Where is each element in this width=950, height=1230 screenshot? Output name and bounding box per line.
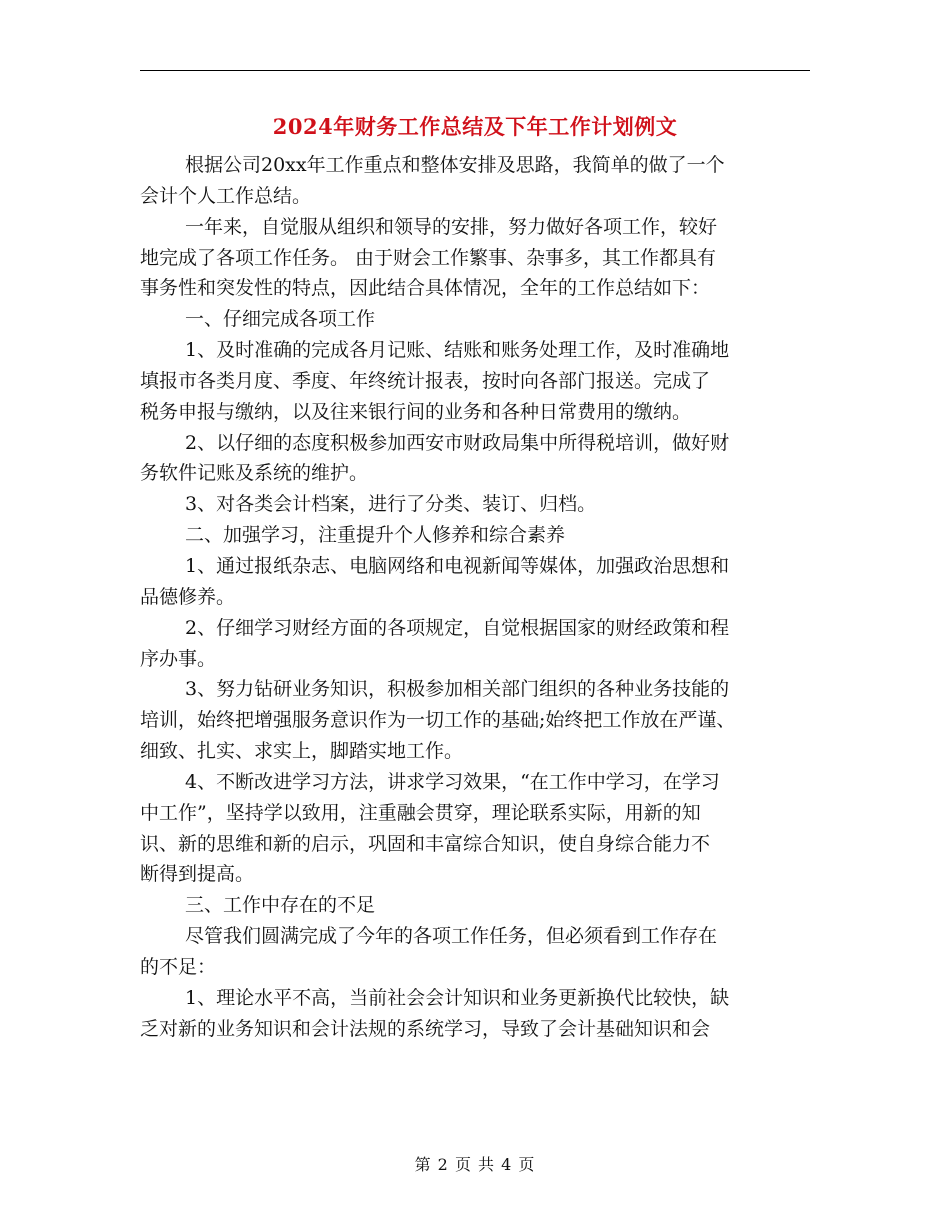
text-line: 根据公司20xx年工作重点和整体安排及思路，我简单的做了一个 <box>185 154 725 176</box>
text-line: 一年来，自觉服从组织和领导的安排，努力做好各项工作，较好 <box>185 215 718 238</box>
text-line: 税务申报与缴纳，以及往来银行间的业务和各种日常费用的缴纳。 <box>140 400 692 423</box>
text-line: 断得到提高。 <box>140 863 255 886</box>
text-line: 序办事。 <box>140 647 217 670</box>
text-line: 务软件记账及系统的维护。 <box>140 462 369 485</box>
text-line: 2、仔细学习财经方面的各项规定，自觉根据国家的财经政策和程 <box>185 616 730 639</box>
text-line: 三、工作中存在的不足 <box>185 894 376 917</box>
text-line: 1、及时准确的完成各月记账、结账和账务处理工作，及时准确地 <box>185 339 730 362</box>
text-line: 品德修养。 <box>140 585 236 608</box>
text-line: 地完成了各项工作任务。 由于财会工作繁事、杂事多，其工作都具有 <box>140 246 717 269</box>
text-line: 识、新的思维和新的启示，巩固和丰富综合知识，使自身综合能力不 <box>140 832 711 855</box>
document-title: 2024年财务工作总结及下年工作计划例文 <box>272 114 678 139</box>
text-line: 细致、扎实、求实上，脚踏实地工作。 <box>140 740 464 763</box>
text-line: 二、加强学习，注重提升个人修养和综合素养 <box>185 524 566 547</box>
header-rule <box>140 70 810 71</box>
text-line: 尽管我们圆满完成了今年的各项工作任务，但必须看到工作存在 <box>185 925 718 948</box>
text-line: 3、对各类会计档案，进行了分类、装订、归档。 <box>185 493 597 516</box>
text-line: 事务性和突发性的特点，因此结合具体情况，全年的工作总结如下： <box>140 277 711 300</box>
document-body <box>140 150 810 1044</box>
page-footer: 第 2 页 共 4 页 <box>414 1155 536 1174</box>
text-line: 乏对新的业务知识和会计法规的系统学习，导致了会计基础知识和会 <box>140 1017 711 1040</box>
text-line: 培训，始终把增强服务意识作为一切工作的基础;始终把工作放在严谨、 <box>140 709 736 732</box>
text-line: 会计个人工作总结。 <box>140 184 312 207</box>
text-line: 的不足： <box>140 955 217 978</box>
text-line: 一、仔细完成各项工作 <box>185 308 376 331</box>
text-line: 中工作”，坚持学以致用，注重融会贯穿，理论联系实际，用新的知 <box>140 801 701 824</box>
text-line: 2、以仔细的态度积极参加西安市财政局集中所得税培训，做好财 <box>185 431 730 454</box>
text-line: 3、努力钻研业务知识，积极参加相关部门组织的各种业务技能的 <box>185 678 730 701</box>
text-line: 1、理论水平不高，当前社会会计知识和业务更新换代比较快，缺 <box>185 986 730 1009</box>
text-line: 1、通过报纸杂志、电脑网络和电视新闻等媒体，加强政治思想和 <box>185 554 730 577</box>
text-line: 4、不断改进学习方法，讲求学习效果，“在工作中学习，在学习 <box>185 770 720 793</box>
text-line: 填报市各类月度、季度、年终统计报表，按时向各部门报送。完成了 <box>140 369 711 392</box>
